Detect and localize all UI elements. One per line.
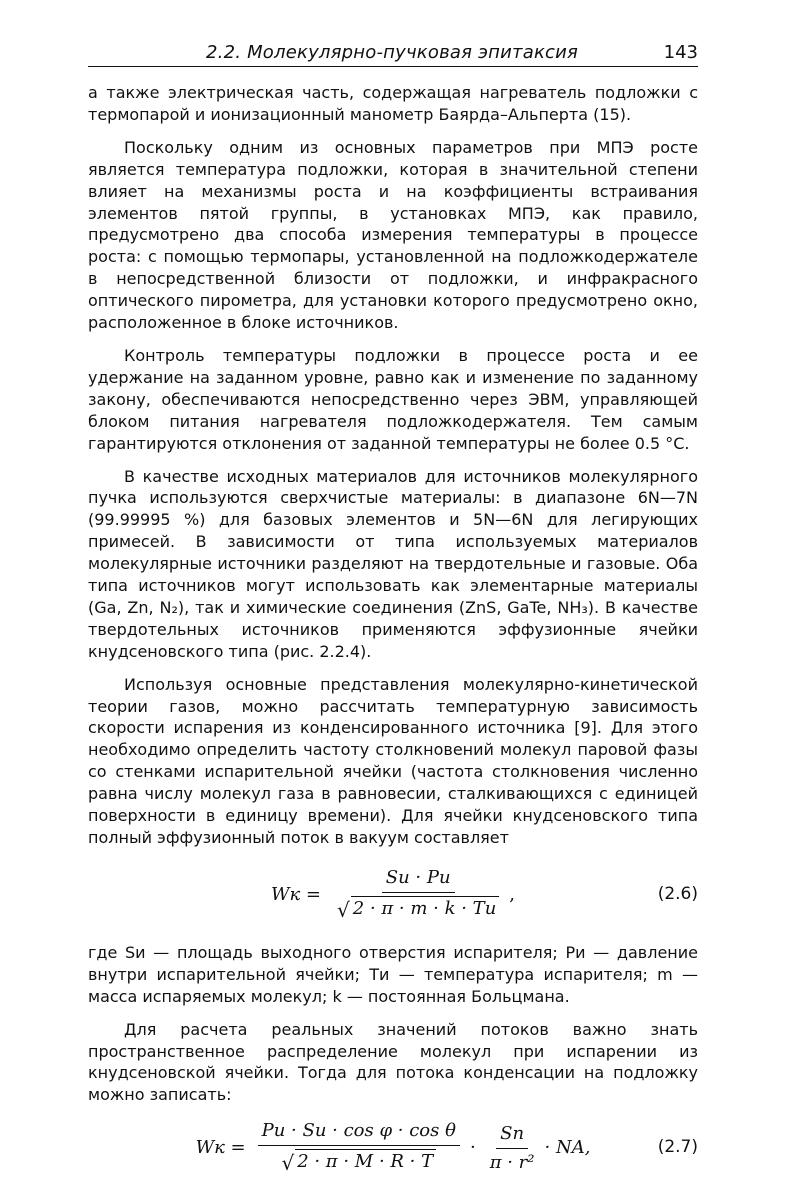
paragraph-2: Поскольку одним из основных параметров при МПЭ росте является температура подложки, которая в значительной степени влияет на механизмы роста и на коэффициенты встраивания элементов пятой группы, в установках МПЭ, как правило, предусмотрено два способа измерения температуры в процессе роста: с помощью термопары, установленной на подложкодержателе в непосредственной близости от подложки, и инфракрасного оптического пирометра, для установки которого предусмотрено окно, расположенное в блоке источников. (88, 137, 698, 333)
radicand: 2 · π · m · k · Tи (351, 896, 500, 920)
equation-denominator-2: π · r² (489, 1151, 535, 1173)
equation-numerator: Sи · Pи (382, 867, 455, 893)
equation-denominator (277, 1146, 440, 1176)
equation-tail: · NA, (544, 1137, 591, 1159)
equation-number: (2.7) (657, 1137, 698, 1158)
equation-denominator (333, 893, 503, 923)
equation-numerator-2: Sп (496, 1123, 528, 1149)
paragraph-1: а также электрическая часть, содержащая нагреватель подложки с термопарой и ионизационный манометр Баярда–Альперта (15). (88, 83, 698, 124)
equation-lhs: Wк = (195, 1137, 246, 1159)
paragraph-6: где Sи — площадь выходного отверстия испарителя; Pи — давление внутри испарительной ячейки; Tи — температура испарителя; m — масса испаряемых молекул; k — постоянная Больцмана. (88, 942, 698, 1006)
page-number: 143 (663, 42, 698, 63)
equation-fraction-2 (486, 1123, 539, 1174)
paragraph-4: В качестве исходных материалов для источников молекулярного пучка используются сверхчистые материалы: в диапазоне 6N—7N (99.99995 %) для базовых элементов и 5N—6N для легирующих примесей. В зависимости от типа используемых материалов молекулярные источники разделяют на твердотельные и газовые. Оба типа источников могут использовать как элементарные материалы (Ga, Zn, N₂), так и химические соединения (ZnS, GaTe, NH₃). В качестве твердотельных источников применяются эффузионные ячейки кнудсеновского типа (рис. 2.2.4). (88, 466, 698, 661)
body-text (88, 82, 698, 1179)
multiplication-dot: · (469, 1137, 476, 1159)
section-title: 2.2. Молекулярно-пучковая эпитаксия (206, 42, 579, 63)
paragraph-5: Используя основные представления молекулярно-кинетической теории газов, можно рассчитать температурную зависимость скорости испарения из конденсированного источника [9]. Для этого необходимо определить частоту столкновений молекул паровой фазы со стенками испарительной ячейки (частота столкновения численно равна числу молекул газа в равновесии, сталкивающихся с единицей поверхности в единицу времени). Для ячейки кнудсеновского типа полный эффузионный поток в вакуум составляет (88, 674, 698, 847)
equation-2-7 (88, 1117, 698, 1179)
square-root (337, 896, 499, 920)
radical-sign: √ (337, 897, 350, 922)
paragraph-7: Для расчета реальных значений потоков важно знать пространственное распределение молекул при испарении из кнудсеновской ячейки. Тогда для потока конденсации на подложку можно записать: (88, 1019, 698, 1105)
running-header (88, 38, 698, 67)
paragraph-3: Контроль температуры подложки в процессе роста и ее удержание на заданном уровне, равно как и изменение по заданному закону, обеспечиваются непосредственно через ЭВМ, управляющей блоком питания нагревателя подложкодержателя. Тем самым гарантируются отклонения от заданной температуры не более 0.5 °С. (88, 345, 698, 453)
square-root (281, 1149, 436, 1176)
equation-fraction (333, 867, 503, 923)
equation-lhs: Wк = (270, 883, 322, 905)
equation-comma: , (509, 883, 516, 905)
equation-2-6 (88, 860, 698, 930)
equation-numerator: Pи · Sи · cos φ · cos θ (258, 1120, 460, 1146)
radicand: 2 · π · M · R · T (295, 1149, 436, 1173)
radical-sign: √ (281, 1151, 295, 1176)
document-page (88, 38, 698, 1176)
equation-fraction (258, 1120, 460, 1176)
equation-number: (2.6) (657, 883, 698, 904)
